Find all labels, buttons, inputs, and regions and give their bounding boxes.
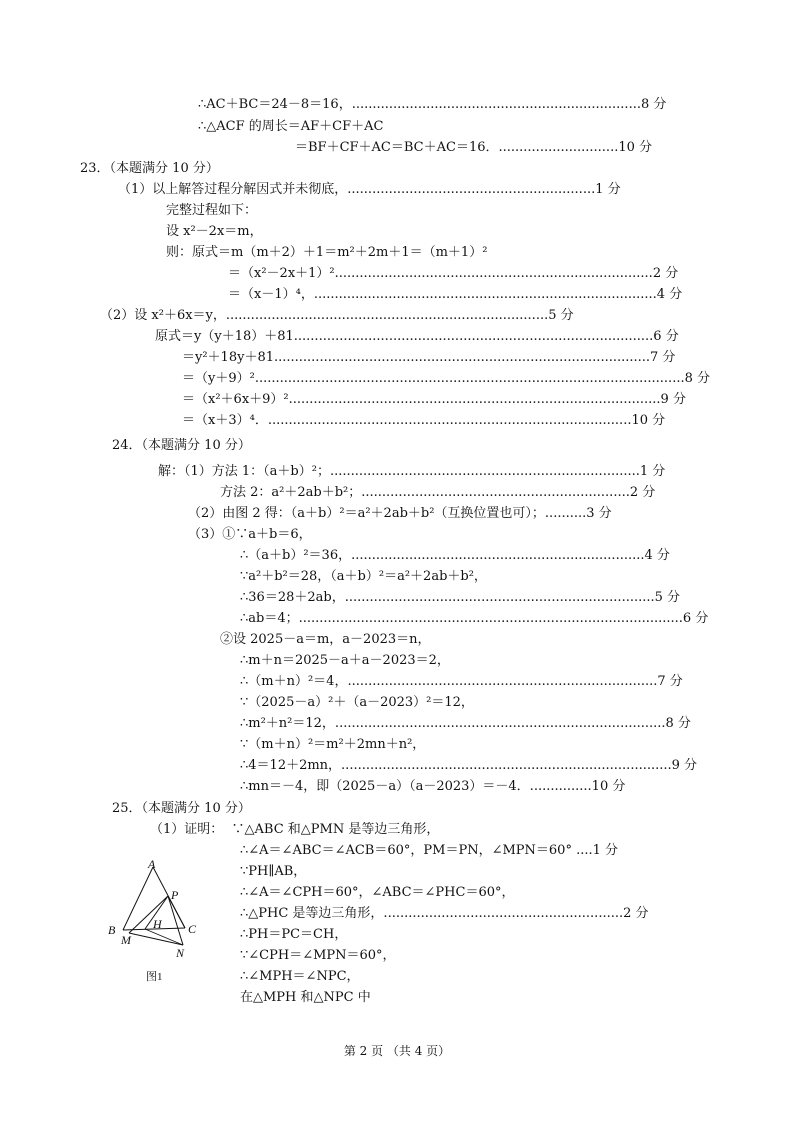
text-line: ∴m＋n＝2025－a＋a－2023＝2， xyxy=(240,653,450,668)
text-line: （1）证明： ∵△ABC 和△PMN 是等边三角形， xyxy=(150,822,440,837)
text-line: ∴∠MPH＝∠NPC， xyxy=(240,969,360,984)
figure-caption: 图1 xyxy=(146,971,163,983)
text-line: ∴PH＝PC＝CH， xyxy=(240,927,348,942)
text-line: ＝（y＋9）²........................................................................................................8 分 xyxy=(182,371,710,386)
text-line: （2）设 x²＋6x＝y，..............................................................................5 分 xyxy=(100,308,574,323)
text-line: ∵∠CPH＝∠MPN＝60°， xyxy=(240,948,396,963)
text-line: 23．（本题满分 10 分） xyxy=(80,161,219,176)
text-line: ∴AC＋BC＝24－8＝16，......................................................................8 分 xyxy=(198,97,667,112)
text-line: ∴∠A＝∠CPH＝60°，∠ABC＝∠PHC＝60°， xyxy=(240,885,515,900)
text-line: ∵（2025－a）²＋（a－2023）²＝12， xyxy=(240,695,474,710)
text-line: ∴4＝12＋2mn，................................................................................9 分 xyxy=(240,758,698,773)
text-line: 方法 2：a²＋2ab＋b²；.................................................................2 分 xyxy=(220,485,656,500)
text-line: ∴（m＋n）²＝4，...........................................................................7 分 xyxy=(240,674,683,689)
text-line: ∴∠A＝∠ABC＝∠ACB＝60°，PM＝PN，∠MPN＝60° ....1 分 xyxy=(240,843,619,858)
text-line: ∴m²＋n²＝12，................................................................................8 分 xyxy=(240,716,691,731)
text-line: ∴△ACF 的周长＝AF＋CF＋AC xyxy=(198,119,384,134)
text-line: （3）①∵a＋b＝6， xyxy=(188,527,312,542)
text-line: ＝（x＋3）⁴．........................................................................................10 分 xyxy=(182,413,666,428)
text-line: 25．（本题满分 10 分） xyxy=(112,801,251,816)
text-line: （1）以上解答过程分解因式并未彻底，............................................................1 分 xyxy=(118,182,621,197)
label-a: A xyxy=(148,857,156,871)
label-n: N xyxy=(176,946,185,960)
text-line: ∴mn＝－4，即（2025－a）（a－2023）＝－4．...............10 分 xyxy=(240,779,626,794)
text-line: ∴△PHC 是等边三角形，..........................................................2 分 xyxy=(240,906,649,921)
label-h: H xyxy=(153,917,162,931)
text-line: ＝BF＋CF＋AC＝BC＋AC＝16．.............................10 分 xyxy=(295,140,653,155)
text-line: ＝（x²－2x＋1）².............................................................................2 分 xyxy=(228,266,679,281)
text-line: ∵（m＋n）²＝m²＋2mn＋n²， xyxy=(240,737,426,752)
text-line: ∵a²＋b²＝28，（a＋b）²＝a²＋2ab＋b²， xyxy=(240,569,487,584)
text-line: 在△MPH 和△NPC 中 xyxy=(240,990,371,1005)
text-line: ＝（x²＋6x＋9）²..........................................................................................9 分 xyxy=(182,392,686,407)
text-line: （2）由图 2 得：（a＋b）²＝a²＋2ab＋b²（互换位置也可）；..........3 分 xyxy=(188,506,612,521)
text-line: 完整过程如下： xyxy=(166,203,258,218)
text-line: ②设 2025－a＝m，a－2023＝n， xyxy=(220,632,431,647)
figure-1-triangle xyxy=(105,855,215,975)
text-line: 24．（本题满分 10 分） xyxy=(112,438,251,453)
label-m: M xyxy=(121,933,131,947)
text-line: ＝y²＋18y＋81...........................................................................................7 分 xyxy=(182,350,676,365)
text-line: ∵PH∥AB， xyxy=(240,864,307,879)
text-line: 则：原式＝m（m＋2）＋1＝m²＋2m＋1＝（m＋1）² xyxy=(166,245,488,260)
text-line: ∴ab＝4；.............................................................................................6 分 xyxy=(240,611,709,626)
label-c: C xyxy=(188,922,197,936)
page-footer: 第 2 页 （共 4 页） xyxy=(343,1044,451,1058)
label-b: B xyxy=(108,923,116,937)
text-line: ＝（x－1）⁴，...................................................................................4 分 xyxy=(228,287,683,302)
label-p: P xyxy=(171,888,179,902)
text-line: 解：（1）方法 1：（a＋b）²；...........................................................................1 分 xyxy=(158,464,666,479)
text-line: 设 x²－2x＝m， xyxy=(166,224,263,239)
text-line: 原式＝y（y＋18）＋81.......................................................................................6 分 xyxy=(155,329,679,344)
text-line: ∴36＝28＋2ab，...........................................................................5 分 xyxy=(240,590,681,605)
text-line: ∴（a＋b）²＝36，.......................................................................4 分 xyxy=(240,548,670,563)
